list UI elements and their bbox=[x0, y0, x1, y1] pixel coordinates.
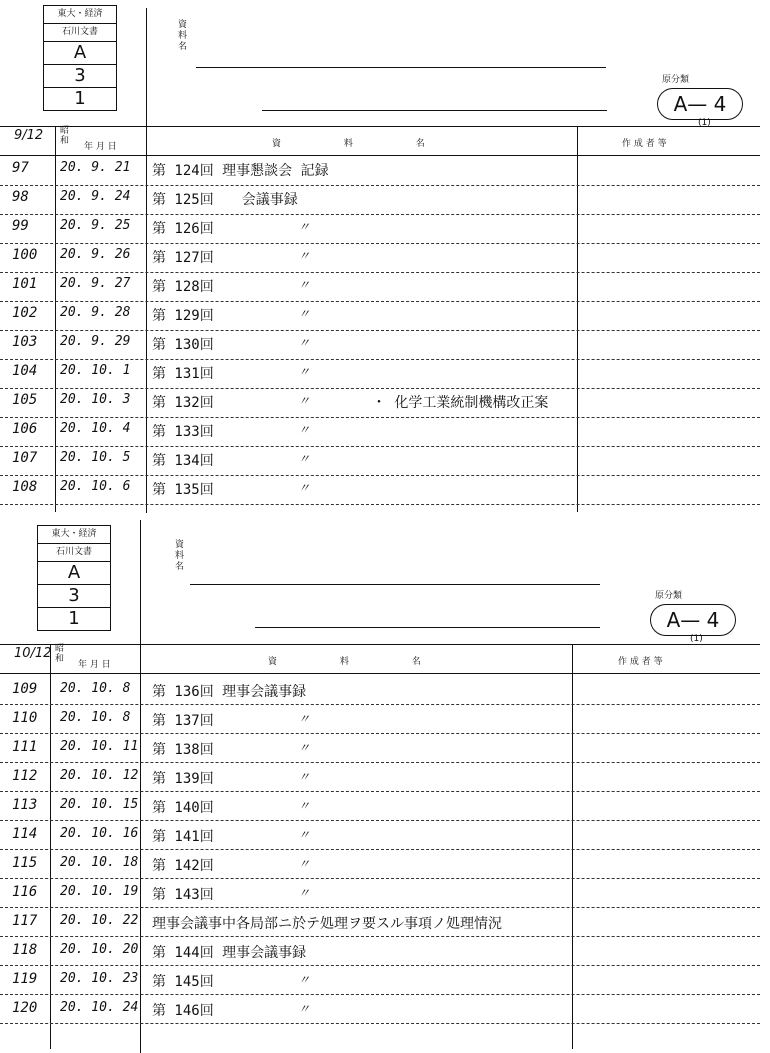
table-row: 99 20. 9. 25 第 126回 〃 bbox=[12, 218, 311, 237]
table-row: 97 20. 9. 21 第 124回 理事懇談会 記録 bbox=[12, 160, 329, 179]
column-era: 昭和 bbox=[60, 126, 70, 146]
table-row: 98 20. 9. 24 第 125回 会議事録 bbox=[12, 189, 298, 208]
stamp-org: 東大・経済 bbox=[44, 6, 116, 24]
table-row: 111 20. 10. 11 第 138回 〃 bbox=[12, 739, 311, 758]
record-sheet-1 bbox=[0, 0, 770, 515]
table-row: 120 20. 10. 24 第 146回 〃 bbox=[12, 1000, 311, 1019]
table-row: 105 20. 10. 3 第 132回 〃 ・ 化学工業統制機構改正案 bbox=[12, 392, 549, 411]
column-title: 資 料 名 bbox=[268, 657, 421, 667]
column-author: 作 成 者 等 bbox=[618, 657, 663, 667]
table-row: 107 20. 10. 5 第 134回 〃 bbox=[12, 450, 311, 469]
table-row: 110 20. 10. 8 第 137回 〃 bbox=[12, 710, 311, 729]
class-code-box: A— 4 bbox=[650, 604, 736, 636]
class-label: 原分類 bbox=[662, 75, 690, 85]
stamp-code: A bbox=[44, 42, 116, 65]
table-row: 104 20. 10. 1 第 131回 〃 bbox=[12, 363, 311, 382]
column-era: 昭和 bbox=[55, 644, 65, 664]
header-label: 資 料 名 bbox=[175, 540, 185, 572]
header-label: 資 料 名 bbox=[178, 20, 188, 52]
class-sub: (1) bbox=[690, 634, 703, 644]
class-code-box: A— 4 bbox=[657, 88, 743, 120]
table-row: 101 20. 9. 27 第 128回 〃 bbox=[12, 276, 311, 295]
table-row: 108 20. 10. 6 第 135回 〃 bbox=[12, 479, 311, 498]
stamp-org: 東大・経済 bbox=[38, 526, 110, 544]
table-row: 112 20. 10. 12 第 139回 〃 bbox=[12, 768, 311, 787]
table-row: 113 20. 10. 15 第 140回 〃 bbox=[12, 797, 311, 816]
column-mark: 10/12 bbox=[14, 646, 52, 661]
table-row: 109 20. 10. 8 第 136回 理事会議事録 bbox=[12, 681, 307, 700]
stamp-code: 1 bbox=[68, 608, 80, 629]
table-row: 115 20. 10. 18 第 142回 〃 bbox=[12, 855, 311, 874]
record-sheet-2 bbox=[0, 520, 770, 1053]
stamp-code: 3 bbox=[38, 585, 110, 608]
column-date: 年 月 日 bbox=[84, 142, 117, 152]
stamp-code: 1 bbox=[74, 88, 86, 109]
stamp-name: 石川文書 bbox=[44, 24, 116, 42]
table-row: 117 20. 10. 22 理事会議事中各局部ニ於テ処理ヲ要スル事項ノ処理情況 bbox=[12, 913, 502, 932]
table-row: 100 20. 9. 26 第 127回 〃 bbox=[12, 247, 311, 266]
table-row: 118 20. 10. 20 第 144回 理事会議事録 bbox=[12, 942, 307, 961]
stamp-code: 3 bbox=[44, 65, 116, 88]
column-author: 作 成 者 等 bbox=[622, 139, 667, 149]
archive-stamp bbox=[43, 5, 117, 111]
table-row: 102 20. 9. 28 第 129回 〃 bbox=[12, 305, 311, 324]
column-date: 年 月 日 bbox=[78, 660, 111, 670]
table-row: 119 20. 10. 23 第 145回 〃 bbox=[12, 971, 311, 990]
table-row: 106 20. 10. 4 第 133回 〃 bbox=[12, 421, 311, 440]
column-mark: 9/12 bbox=[14, 128, 44, 143]
stamp-code: A bbox=[38, 562, 110, 585]
class-label: 原分類 bbox=[655, 591, 683, 601]
table-row: 103 20. 9. 29 第 130回 〃 bbox=[12, 334, 311, 353]
class-sub: (1) bbox=[698, 118, 711, 128]
table-row: 116 20. 10. 19 第 143回 〃 bbox=[12, 884, 311, 903]
stamp-name: 石川文書 bbox=[38, 544, 110, 562]
archive-stamp bbox=[37, 525, 111, 631]
table-row: 114 20. 10. 16 第 141回 〃 bbox=[12, 826, 311, 845]
column-title: 資 料 名 bbox=[272, 139, 425, 149]
